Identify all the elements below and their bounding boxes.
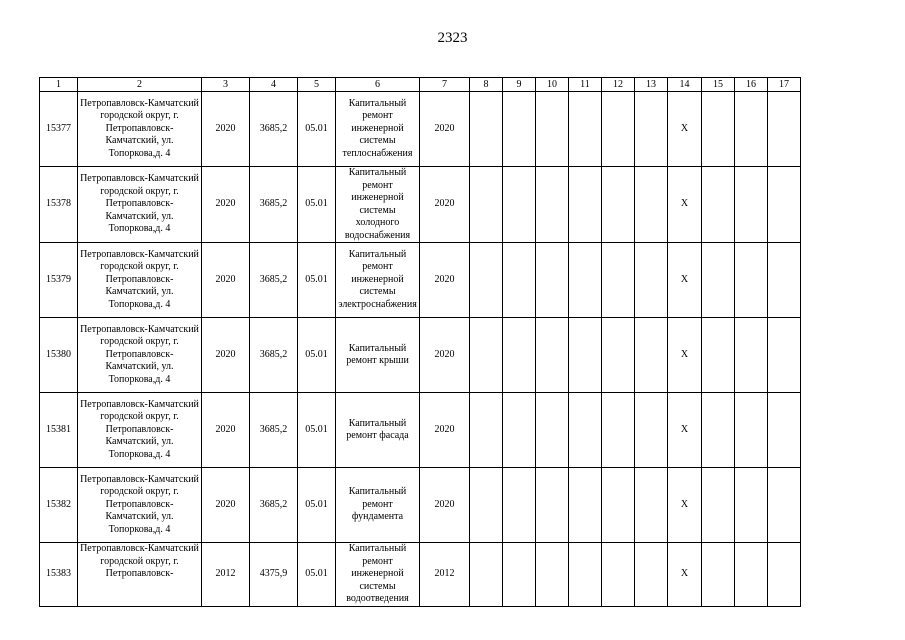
cell-empty	[569, 318, 602, 393]
cell-mark: X	[668, 393, 702, 468]
cell-empty	[635, 92, 668, 167]
table-container	[39, 77, 801, 607]
cell-mark: X	[668, 92, 702, 167]
cell-address: Петропавловск-Камчатский городской округ, г. Петропавловск-Камчатский, ул. Топоркова,д. 4	[78, 92, 202, 167]
cell-area: 3685,2	[250, 468, 298, 543]
cell-year2: 2020	[420, 468, 470, 543]
cell-address: Петропавловск-Камчатский городской округ, г. Петропавловск-Камчатский, ул. Топоркова,д. 4	[78, 167, 202, 243]
cell-empty	[503, 167, 536, 243]
cell-year: 2020	[202, 92, 250, 167]
cell-empty	[503, 468, 536, 543]
cell-empty	[602, 167, 635, 243]
cell-area: 3685,2	[250, 167, 298, 243]
cell-work: Капитальный ремонт крыши	[336, 318, 420, 393]
cell-empty	[503, 393, 536, 468]
table-row	[40, 92, 801, 167]
cell-empty	[470, 318, 503, 393]
page-number: 2323	[437, 30, 468, 46]
cell-work: Капитальный ремонт инженерной системы водоотведения	[336, 543, 420, 607]
cell-empty	[602, 243, 635, 318]
cell-mark: X	[668, 318, 702, 393]
cell-empty	[470, 393, 503, 468]
cell-id: 15378	[40, 167, 78, 243]
cell-empty	[735, 543, 768, 607]
cell-empty	[635, 468, 668, 543]
cell-id: 15381	[40, 393, 78, 468]
cell-address: Петропавловск-Камчатский городской округ, г. Петропавловск-Камчатский, ул. Топоркова,д. 4	[78, 468, 202, 543]
cell-empty	[503, 243, 536, 318]
cell-empty	[602, 468, 635, 543]
column-header: 3	[202, 78, 250, 92]
cell-area: 3685,2	[250, 243, 298, 318]
column-header: 12	[602, 78, 635, 92]
cell-year: 2020	[202, 393, 250, 468]
data-table	[39, 77, 801, 607]
cell-empty	[470, 167, 503, 243]
cell-empty	[635, 318, 668, 393]
cell-address: Петропавловск-Камчатский городской округ, г. Петропавловск-Камчатский, ул. Топоркова,д. 4	[78, 318, 202, 393]
cell-empty	[735, 393, 768, 468]
cell-empty	[470, 243, 503, 318]
cell-empty	[735, 318, 768, 393]
cell-work: Капитальный ремонт инженерной системы электроснабжения	[336, 243, 420, 318]
column-header: 4	[250, 78, 298, 92]
cell-empty	[470, 92, 503, 167]
cell-id: 15383	[40, 543, 78, 607]
cell-year: 2020	[202, 243, 250, 318]
cell-empty	[602, 92, 635, 167]
cell-empty	[569, 167, 602, 243]
cell-year2: 2020	[420, 92, 470, 167]
cell-address: Петропавловск-Камчатский городской округ, г. Петропавловск-	[78, 543, 202, 607]
cell-year2: 2020	[420, 393, 470, 468]
cell-empty	[536, 92, 569, 167]
table-row	[40, 318, 801, 393]
cell-empty	[470, 543, 503, 607]
cell-empty	[768, 468, 801, 543]
cell-mark: X	[668, 468, 702, 543]
cell-empty	[569, 243, 602, 318]
cell-empty	[702, 543, 735, 607]
cell-area: 4375,9	[250, 543, 298, 607]
table-row	[40, 468, 801, 543]
cell-empty	[569, 543, 602, 607]
table-row	[40, 167, 801, 243]
column-header: 8	[470, 78, 503, 92]
cell-year: 2020	[202, 167, 250, 243]
cell-area: 3685,2	[250, 318, 298, 393]
cell-empty	[635, 243, 668, 318]
cell-year: 2012	[202, 543, 250, 607]
header-row	[40, 78, 801, 92]
column-header: 17	[768, 78, 801, 92]
cell-year2: 2020	[420, 318, 470, 393]
column-header: 14	[668, 78, 702, 92]
table-row	[40, 543, 801, 607]
cell-mark: X	[668, 167, 702, 243]
cell-work: Капитальный ремонт фасада	[336, 393, 420, 468]
column-header: 7	[420, 78, 470, 92]
cell-code: 05.01	[298, 393, 336, 468]
cell-empty	[536, 393, 569, 468]
column-header: 11	[569, 78, 602, 92]
cell-work: Капитальный ремонт инженерной системы холодного водоснабжения	[336, 167, 420, 243]
cell-year2: 2020	[420, 167, 470, 243]
cell-mark: X	[668, 243, 702, 318]
cell-address: Петропавловск-Камчатский городской округ, г. Петропавловск-Камчатский, ул. Топоркова,д. 4	[78, 243, 202, 318]
cell-empty	[702, 318, 735, 393]
cell-empty	[768, 167, 801, 243]
cell-empty	[569, 393, 602, 468]
cell-empty	[503, 318, 536, 393]
cell-code: 05.01	[298, 543, 336, 607]
cell-empty	[569, 92, 602, 167]
cell-year2: 2012	[420, 543, 470, 607]
cell-empty	[635, 167, 668, 243]
column-header: 1	[40, 78, 78, 92]
column-header: 15	[702, 78, 735, 92]
cell-empty	[735, 468, 768, 543]
cell-area: 3685,2	[250, 393, 298, 468]
cell-empty	[702, 92, 735, 167]
cell-work: Капитальный ремонт фундамента	[336, 468, 420, 543]
cell-empty	[735, 92, 768, 167]
cell-code: 05.01	[298, 468, 336, 543]
cell-empty	[702, 167, 735, 243]
cell-year: 2020	[202, 318, 250, 393]
cell-empty	[768, 92, 801, 167]
column-header: 2	[78, 78, 202, 92]
cell-empty	[635, 543, 668, 607]
cell-code: 05.01	[298, 243, 336, 318]
cell-code: 05.01	[298, 167, 336, 243]
cell-empty	[602, 393, 635, 468]
table-header	[40, 78, 801, 92]
column-header: 5	[298, 78, 336, 92]
column-header: 6	[336, 78, 420, 92]
cell-empty	[536, 167, 569, 243]
cell-empty	[503, 543, 536, 607]
cell-empty	[768, 243, 801, 318]
column-header: 9	[503, 78, 536, 92]
cell-empty	[735, 167, 768, 243]
table-row	[40, 243, 801, 318]
cell-id: 15377	[40, 92, 78, 167]
table-body	[40, 92, 801, 607]
cell-empty	[536, 468, 569, 543]
cell-empty	[602, 318, 635, 393]
cell-code: 05.01	[298, 318, 336, 393]
table-row	[40, 393, 801, 468]
cell-empty	[702, 393, 735, 468]
cell-empty	[470, 468, 503, 543]
cell-year: 2020	[202, 468, 250, 543]
cell-work: Капитальный ремонт инженерной системы теплоснабжения	[336, 92, 420, 167]
cell-address: Петропавловск-Камчатский городской округ, г. Петропавловск-Камчатский, ул. Топоркова,д. 4	[78, 393, 202, 468]
cell-empty	[569, 468, 602, 543]
column-header: 13	[635, 78, 668, 92]
cell-empty	[602, 543, 635, 607]
cell-area: 3685,2	[250, 92, 298, 167]
cell-mark: X	[668, 543, 702, 607]
cell-code: 05.01	[298, 92, 336, 167]
cell-empty	[536, 243, 569, 318]
cell-empty	[536, 318, 569, 393]
cell-empty	[536, 543, 569, 607]
cell-empty	[768, 393, 801, 468]
cell-empty	[702, 468, 735, 543]
cell-empty	[768, 318, 801, 393]
cell-id: 15380	[40, 318, 78, 393]
cell-id: 15382	[40, 468, 78, 543]
cell-empty	[503, 92, 536, 167]
cell-empty	[702, 243, 735, 318]
column-header: 10	[536, 78, 569, 92]
cell-year2: 2020	[420, 243, 470, 318]
cell-empty	[735, 243, 768, 318]
cell-empty	[635, 393, 668, 468]
cell-id: 15379	[40, 243, 78, 318]
cell-empty	[768, 543, 801, 607]
column-header: 16	[735, 78, 768, 92]
